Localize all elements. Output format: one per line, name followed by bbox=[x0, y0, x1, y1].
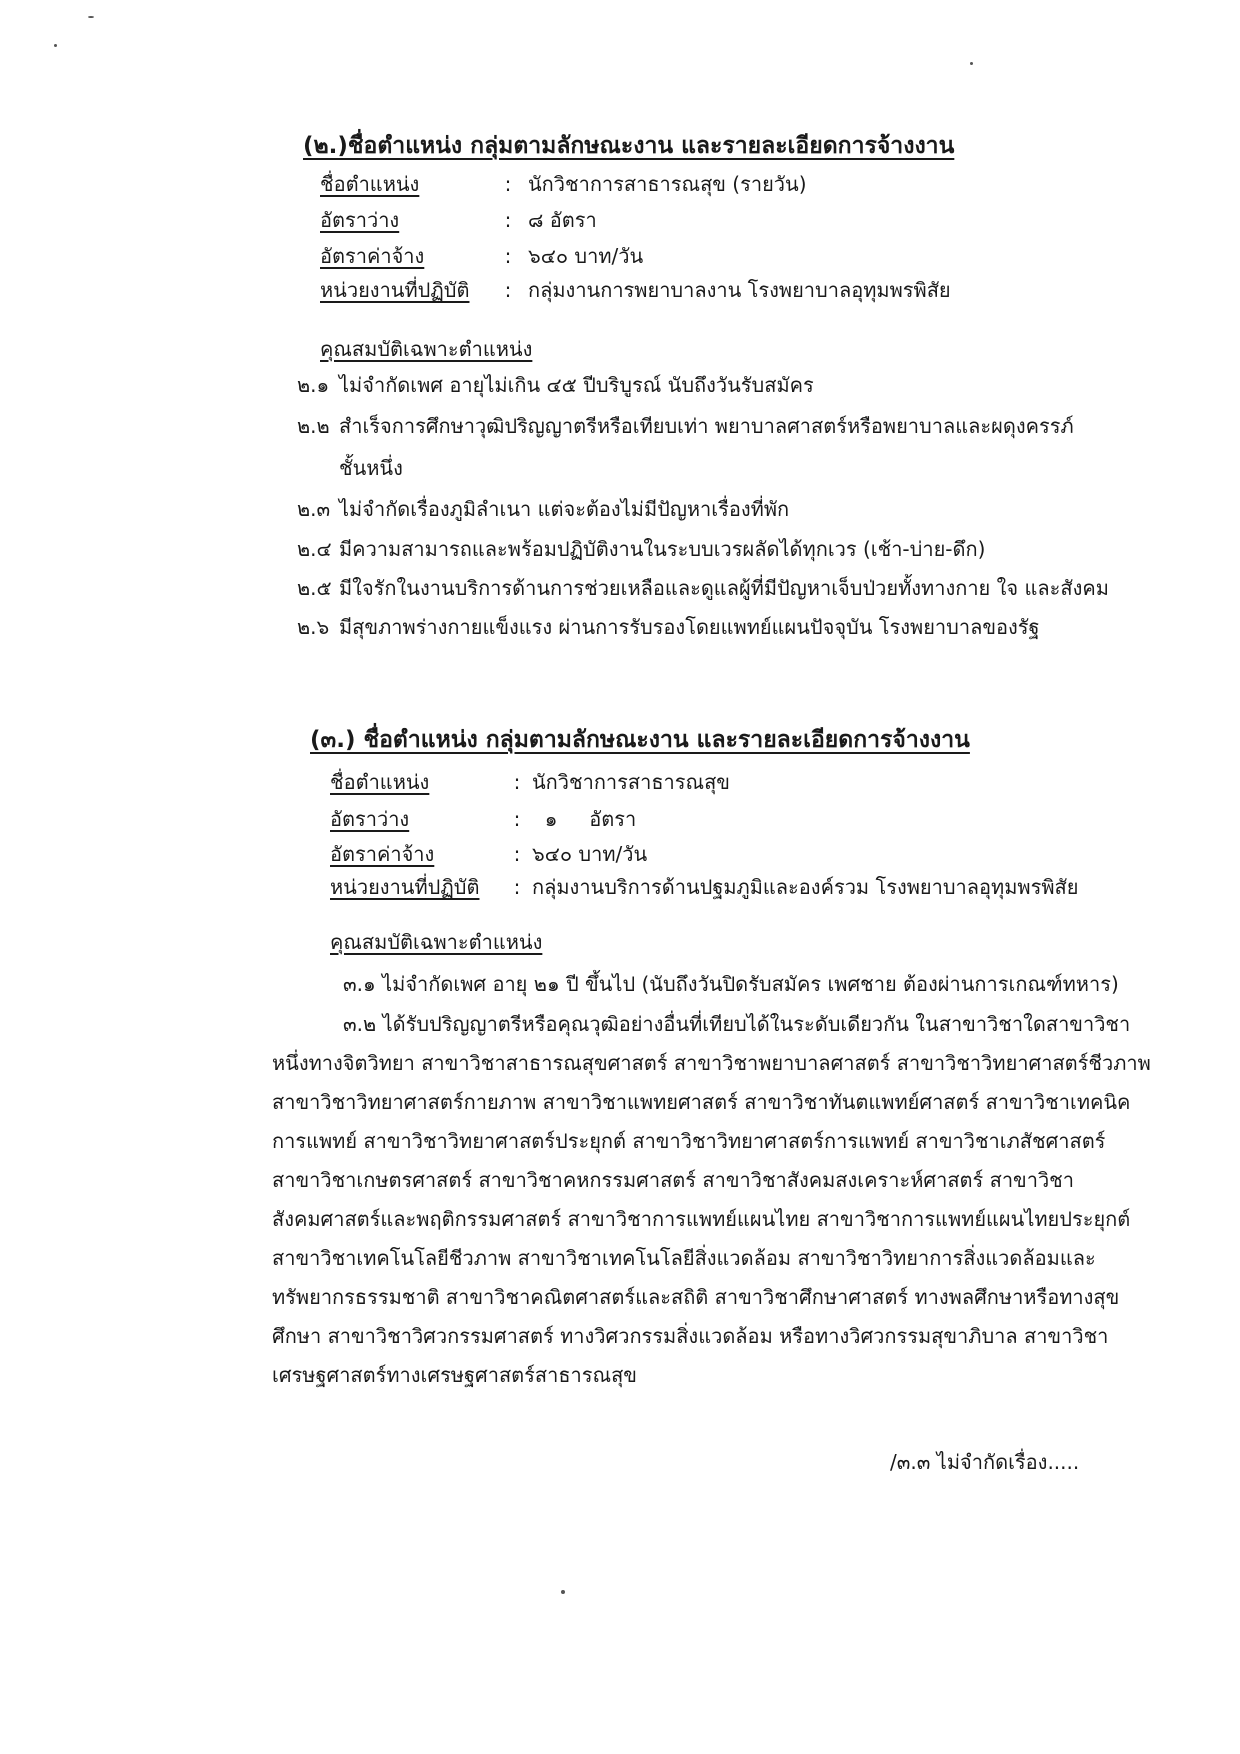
item-number: ๒.๑ bbox=[297, 373, 330, 397]
field-value: ๖๔๐ บาท/วัน bbox=[528, 244, 644, 268]
scan-speck bbox=[561, 1590, 565, 1594]
field-value: กลุ่มงานบริการด้านปฐมภูมิและองค์รวม โรงพยาบาลอุทุมพรพิสัย bbox=[532, 875, 1079, 899]
section3-item2-line: หนึ่งทางจิตวิทยา สาขาวิชาสาธารณสุขศาสตร์ สาขาวิชาพยาบาลศาสตร์ สาขาวิชาวิทยาศาสตร์ชีวภาพ bbox=[272, 1051, 1151, 1075]
section3-item2-line: ทรัพยากรธรรมชาติ สาขาวิชาคณิตศาสตร์และสถิติ สาขาวิชาศึกษาศาสตร์ ทางพลศึกษาหรือทางสุข bbox=[272, 1285, 1120, 1309]
section3-heading: (๓.) ชื่อตำแหน่ง กลุ่มตามลักษณะงาน และรายละเอียดการจ้างงาน bbox=[310, 727, 970, 753]
field-value: ๑ อัตรา bbox=[532, 807, 637, 831]
section3-field-unit bbox=[330, 871, 1078, 903]
section3-qualification-title: คุณสมบัติเฉพาะตำแหน่ง bbox=[330, 930, 543, 954]
field-label: ชื่อตำแหน่ง bbox=[320, 172, 420, 196]
item-text: มีสุขภาพร่างกายแข็งแรง ผ่านการรับรองโดยแพทย์แผนปัจจุบัน โรงพยาบาลของรัฐ bbox=[339, 615, 1040, 639]
field-value: นักวิชาการสาธารณสุข bbox=[532, 770, 730, 794]
field-label: หน่วยงานที่ปฏิบัติ bbox=[320, 278, 470, 302]
section3-item2-line: การแพทย์ สาขาวิชาวิทยาศาสตร์ประยุกต์ สาขาวิชาวิทยาศาสตร์การแพทย์ สาขาวิชาเภสัชศาสตร์ bbox=[272, 1129, 1106, 1153]
section2-item bbox=[297, 572, 1109, 604]
section3-item1: ๓.๑ ไม่จำกัดเพศ อายุ ๒๑ ปี ขึ้นไป (นับถึงวันปิดรับสมัคร เพศชาย ต้องผ่านการเกณฑ์ทหาร) bbox=[343, 972, 1119, 996]
section2-field-position bbox=[320, 168, 807, 200]
section2-field-unit bbox=[320, 274, 951, 306]
section2-field-vacancy bbox=[320, 204, 597, 236]
section3-item2-line: ๓.๒ ได้รับปริญญาตรีหรือคุณวุฒิอย่างอื่นที่เทียบได้ในระดับเดียวกัน ในสาขาวิชาใดสาขาวิชา bbox=[343, 1012, 1131, 1036]
section3-field-wage bbox=[330, 838, 647, 870]
section3-item2-line: สาขาวิชาวิทยาศาสตร์กายภาพ สาขาวิชาแพทยศาสตร์ สาขาวิชาทันตแพทย์ศาสตร์ สาขาวิชาเทคนิค bbox=[272, 1090, 1131, 1114]
field-colon: : bbox=[513, 842, 521, 866]
field-label: หน่วยงานที่ปฏิบัติ bbox=[330, 875, 480, 899]
section2-item-continuation: ชั้นหนึ่ง bbox=[339, 456, 403, 480]
item-text: มีใจรักในงานบริการด้านการช่วยเหลือและดูแลผู้ที่มีปัญหาเจ็บป่วยทั้งทางกาย ใจ และสังคม bbox=[339, 576, 1109, 600]
field-colon: : bbox=[504, 208, 512, 232]
field-value: กลุ่มงานการพยาบาลงาน โรงพยาบาลอุทุมพรพิสัย bbox=[528, 278, 951, 302]
field-colon: : bbox=[504, 278, 512, 302]
item-text: มีความสามารถและพร้อมปฏิบัติงานในระบบเวรผลัดได้ทุกเวร (เช้า-บ่าย-ดึก) bbox=[339, 537, 986, 561]
continuation-note: /๓.๓ ไม่จำกัดเรื่อง..... bbox=[890, 1450, 1080, 1474]
field-colon: : bbox=[513, 875, 521, 899]
section2-item bbox=[297, 611, 1040, 643]
scan-speck bbox=[88, 16, 94, 18]
field-label: อัตราค่าจ้าง bbox=[320, 244, 425, 268]
field-label: อัตราว่าง bbox=[330, 807, 410, 831]
section2-item bbox=[297, 533, 985, 565]
section3-item2-line: ศึกษา สาขาวิชาวิศวกรรมศาสตร์ ทางวิศวกรรมสิ่งแวดล้อม หรือทางวิศวกรรมสุขาภิบาล สาขาวิชา bbox=[272, 1324, 1109, 1348]
field-colon: : bbox=[513, 770, 521, 794]
field-value: ๘ อัตรา bbox=[528, 208, 597, 232]
field-value: ๖๔๐ บาท/วัน bbox=[532, 842, 648, 866]
item-number: ๒.๓ bbox=[297, 497, 331, 521]
section2-qualification-title: คุณสมบัติเฉพาะตำแหน่ง bbox=[320, 337, 533, 361]
section3-item2-line: เศรษฐศาสตร์ทางเศรษฐศาสตร์สาธารณสุข bbox=[272, 1363, 637, 1387]
scan-speck bbox=[54, 44, 57, 47]
scan-speck bbox=[970, 62, 973, 65]
section2-item bbox=[297, 410, 1074, 442]
section2-item bbox=[297, 493, 789, 525]
section3-item2-line: สาขาวิชาเทคโนโลยีชีวภาพ สาขาวิชาเทคโนโลยีสิ่งแวดล้อม สาขาวิชาวิทยาการสิ่งแวดล้อมและ bbox=[272, 1246, 1096, 1270]
section3-field-position bbox=[330, 766, 730, 798]
field-colon: : bbox=[513, 807, 521, 831]
item-text: ไม่จำกัดเพศ อายุไม่เกิน ๔๕ ปีบริบูรณ์ นับถึงวันรับสมัคร bbox=[339, 373, 814, 397]
item-number: ๒.๕ bbox=[297, 576, 332, 600]
item-text: ไม่จำกัดเรื่องภูมิลำเนา แต่จะต้องไม่มีปัญหาเรื่องที่พัก bbox=[339, 497, 790, 521]
field-label: อัตราว่าง bbox=[320, 208, 400, 232]
item-number: ๒.๒ bbox=[297, 414, 330, 438]
field-colon: : bbox=[504, 244, 512, 268]
field-label: อัตราค่าจ้าง bbox=[330, 842, 435, 866]
item-number: ๒.๖ bbox=[297, 615, 330, 639]
field-label: ชื่อตำแหน่ง bbox=[330, 770, 430, 794]
section3-item2-line: สาขาวิชาเกษตรศาสตร์ สาขาวิชาคหกรรมศาสตร์ สาขาวิชาสังคมสงเคราะห์ศาสตร์ สาขาวิชา bbox=[272, 1168, 1074, 1192]
field-colon: : bbox=[504, 172, 512, 196]
item-number: ๒.๔ bbox=[297, 537, 332, 561]
section3-field-vacancy bbox=[330, 803, 636, 835]
section2-field-wage bbox=[320, 240, 643, 272]
field-value: นักวิชาการสาธารณสุข (รายวัน) bbox=[528, 172, 807, 196]
item-text: สำเร็จการศึกษาวุฒิปริญญาตรีหรือเทียบเท่า พยาบาลศาสตร์หรือพยาบาลและผดุงครรภ์ bbox=[339, 414, 1074, 438]
section2-heading: (๒.)ชื่อตำแหน่ง กลุ่มตามลักษณะงาน และรายละเอียดการจ้างงาน bbox=[303, 133, 955, 159]
section3-item2-line: สังคมศาสตร์และพฤติกรรมศาสตร์ สาขาวิชาการแพทย์แผนไทย สาขาวิชาการแพทย์แผนไทยประยุกต์ bbox=[272, 1207, 1131, 1231]
section2-item bbox=[297, 369, 814, 401]
